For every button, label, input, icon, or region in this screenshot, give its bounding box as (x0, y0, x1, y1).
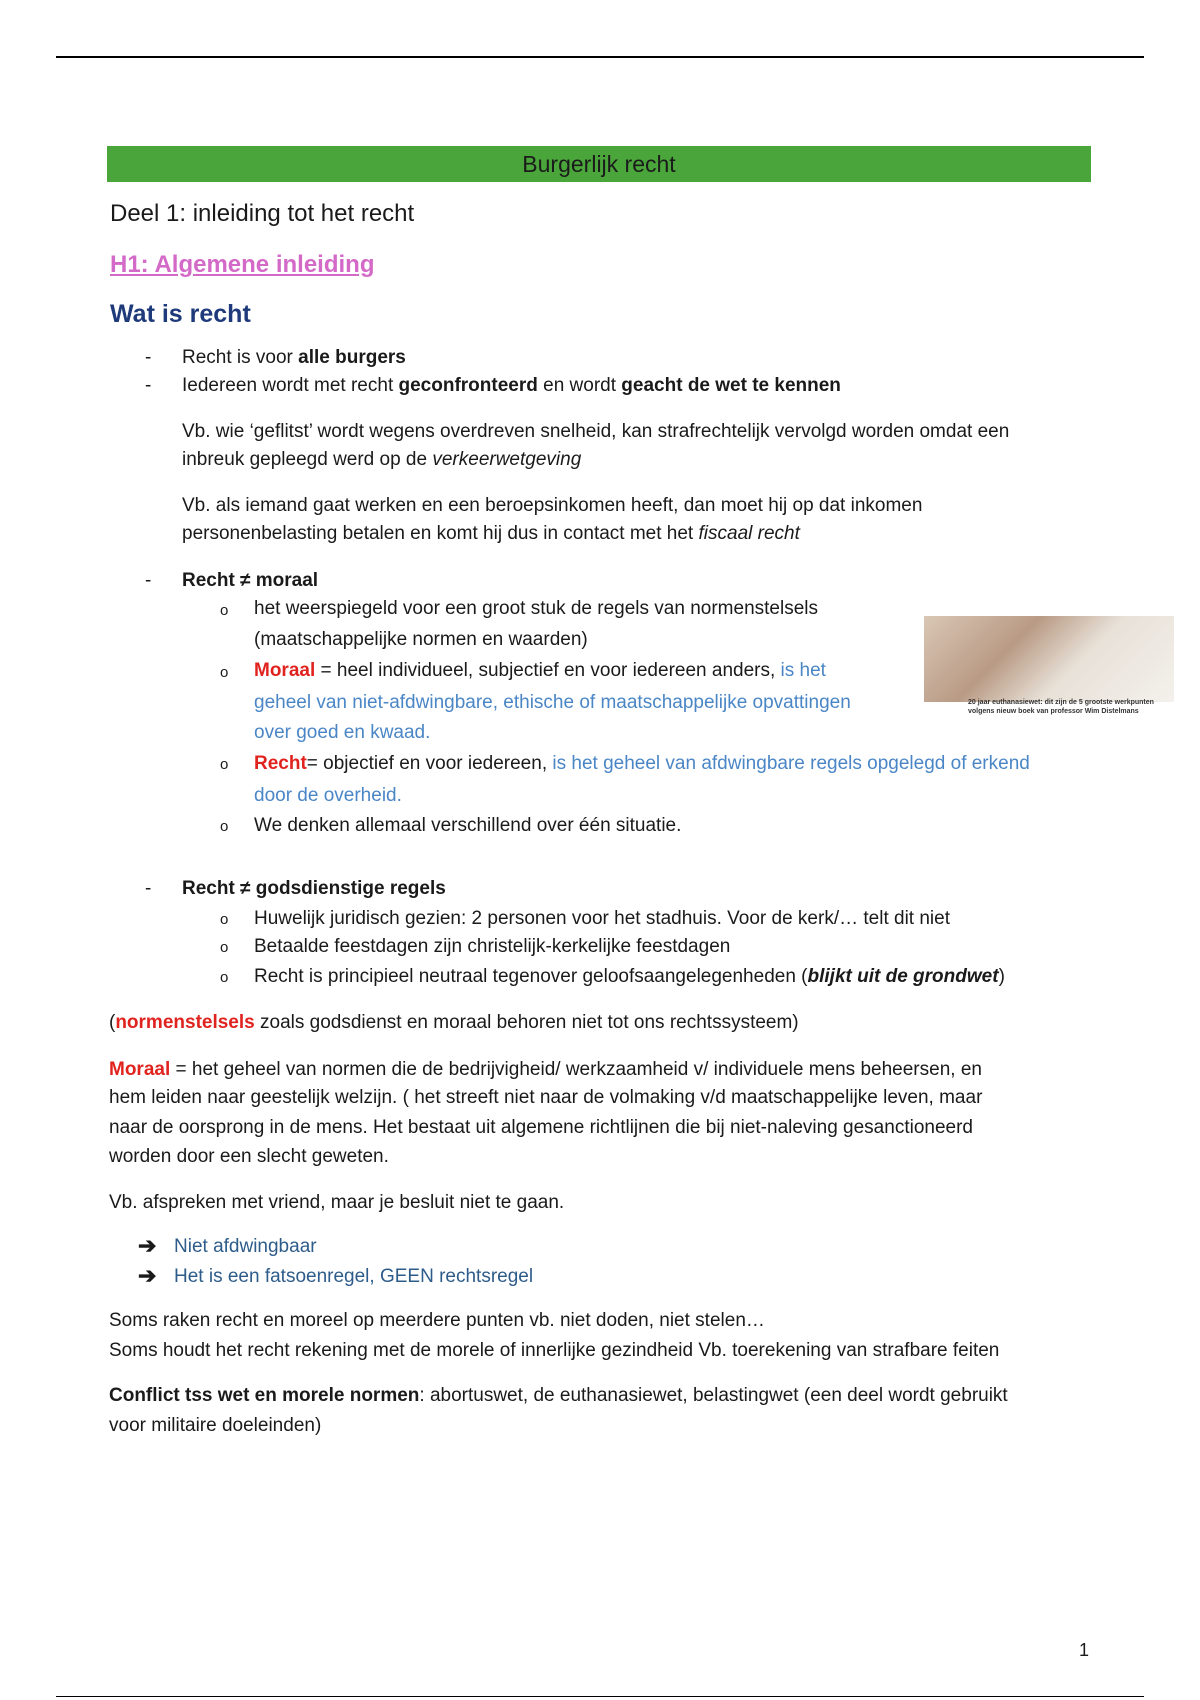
moraal-sub-2-line-3: over goed en kwaad. (254, 722, 431, 743)
part-heading: Deel 1: inleiding tot het recht (110, 200, 415, 227)
arrow-right-icon: ➔ (138, 1263, 157, 1288)
godsdienst-sub-2: Betaalde feestdagen zijn christelijk-kerkelijke feestdagen (254, 936, 731, 957)
euthanasia-news-thumbnail (924, 616, 1174, 702)
page-number: 1 (1079, 1640, 1090, 1660)
bullet-circle: o (220, 602, 229, 619)
bullet-alle-burgers: Recht is voor alle burgers (182, 347, 406, 368)
recht-godsdienst-heading: Recht ≠ godsdienstige regels (182, 878, 446, 899)
top-rule (56, 56, 1144, 58)
bullet-dash: - (145, 347, 152, 368)
soms-line-1: Soms raken recht en moreel op meerdere punten vb. niet doden, niet stelen… (109, 1310, 765, 1331)
document-title-banner: Burgerlijk recht (107, 146, 1091, 182)
arrow-item-1: Niet afdwingbaar (174, 1236, 317, 1257)
moraal-definition-line-3: naar de oorsprong in de mens. Het bestaat uit algemene richtlijnen die bij niet-naleving gesanctioneerd (109, 1117, 973, 1138)
thumbnail-caption: 20 jaar euthanasiewet: dit zijn de 5 grootste werkpunten volgens nieuw boek van professor Wim Distelmans (968, 699, 1154, 715)
bullet-dash: - (145, 570, 152, 591)
bullet-circle: o (220, 818, 229, 835)
bullet-dash: - (145, 878, 152, 899)
soms-line-2: Soms houdt het recht rekening met de morele of innerlijke gezindheid Vb. toerekening van strafbare feiten (109, 1340, 1000, 1361)
conflict-line-1: Conflict tss wet en morele normen: abortuswet, de euthanasiewet, belastingwet (een deel wordt gebruikt (109, 1385, 1008, 1406)
example-fiscaal-line-2: personenbelasting betalen en komt hij dus in contact met het fiscaal recht (182, 523, 800, 544)
bullet-dash: - (145, 375, 152, 396)
moraal-sub-1-line-1: het weerspiegeld voor een groot stuk de regels van normenstelsels (254, 598, 818, 619)
normenstelsels-note: (normenstelsels zoals godsdienst en moraal behoren niet tot ons rechtssysteem) (109, 1012, 799, 1033)
moraal-sub-2-line-2: geheel van niet-afdwingbare, ethische of maatschappelijke opvattingen (254, 692, 851, 713)
chapter-heading: H1: Algemene inleiding (110, 251, 375, 278)
recht-moraal-heading: Recht ≠ moraal (182, 570, 319, 591)
example-flitsen-line-1: Vb. wie ‘geflitst’ wordt wegens overdreven snelheid, kan strafrechtelijk vervolgd worden omdat een (182, 421, 1010, 442)
moraal-definition-line-1: Moraal = het geheel van normen die de bedrijvigheid/ werkzaamheid v/ individuele mens beheersen, en (109, 1059, 982, 1080)
moraal-sub-3-line-2: door de overheid. (254, 785, 402, 806)
example-fiscaal-line-1: Vb. als iemand gaat werken en een beroepsinkomen heeft, dan moet hij op dat inkomen (182, 495, 923, 516)
bullet-circle: o (220, 756, 229, 773)
bullet-wet-kennen: Iedereen wordt met recht geconfronteerd en wordt geacht de wet te kennen (182, 375, 841, 396)
moraal-definition-line-2: hem leiden naar geestelijk welzijn. ( het streeft niet naar de volmaking v/d maatschappelijke leven, maar (109, 1087, 983, 1108)
bullet-circle: o (220, 911, 229, 928)
moraal-definition-line-4: worden door een slecht geweten. (109, 1146, 389, 1167)
bullet-circle: o (220, 664, 229, 681)
moraal-sub-3-line-1: Recht= objectief en voor iedereen, is het geheel van afdwingbare regels opgelegd of erkend (254, 753, 1030, 774)
arrow-right-icon: ➔ (138, 1233, 157, 1258)
example-flitsen-line-2: inbreuk gepleegd werd op de verkeerwetgeving (182, 449, 582, 470)
godsdienst-sub-3: Recht is principieel neutraal tegenover geloofsaangelegenheden (blijkt uit de grondwet) (254, 966, 1005, 987)
moraal-sub-1-line-2: (maatschappelijke normen en waarden) (254, 629, 588, 650)
conflict-line-2: voor militaire doeleinden) (109, 1415, 322, 1436)
bullet-circle: o (220, 969, 229, 986)
section-heading: Wat is recht (110, 300, 251, 328)
moraal-sub-4: We denken allemaal verschillend over één situatie. (254, 815, 682, 836)
bullet-circle: o (220, 939, 229, 956)
bottom-rule (56, 1696, 1144, 1697)
moraal-sub-2-line-1: Moraal = heel individueel, subjectief en voor iedereen anders, is het (254, 660, 826, 681)
godsdienst-sub-1: Huwelijk juridisch gezien: 2 personen voor het stadhuis. Voor de kerk/… telt dit niet (254, 908, 950, 929)
example-vriend: Vb. afspreken met vriend, maar je besluit niet te gaan. (109, 1192, 565, 1213)
arrow-item-2: Het is een fatsoenregel, GEEN rechtsregel (174, 1266, 534, 1287)
